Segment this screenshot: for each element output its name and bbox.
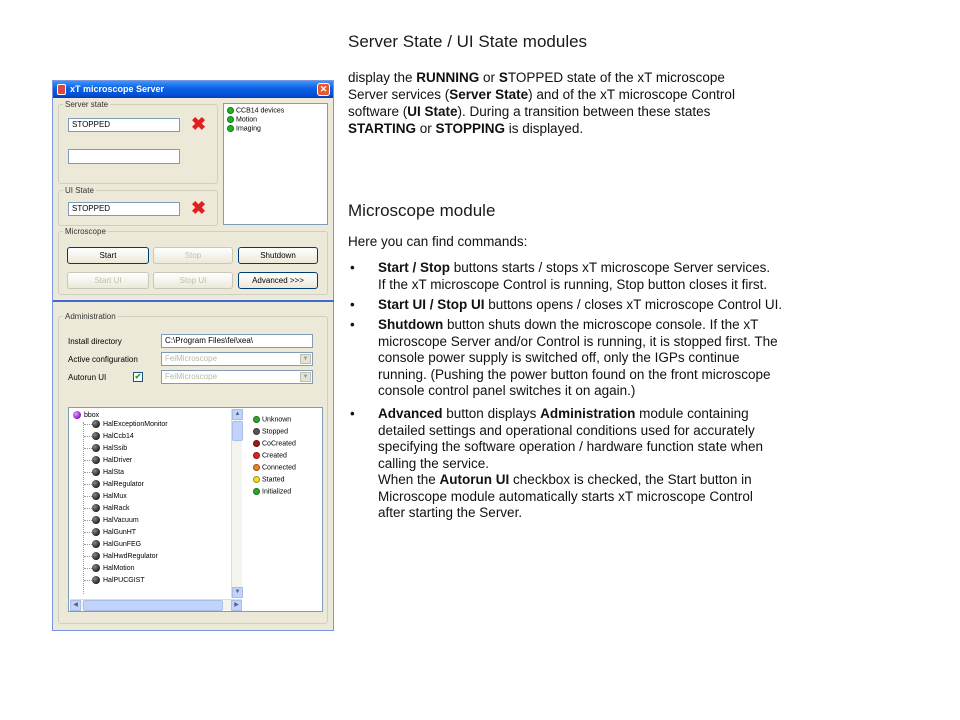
tree-node[interactable] — [92, 528, 136, 537]
advanced-button[interactable]: Advanced >>> — [238, 272, 318, 289]
scroll-right-icon[interactable]: ▶ — [231, 600, 242, 611]
tree-node-label: HalExceptionMonitor — [103, 420, 168, 428]
tree-horizontal-scrollbar[interactable] — [70, 599, 242, 610]
tree-node-label: HalRack — [103, 504, 130, 512]
tree-node[interactable] — [92, 540, 141, 549]
legend-item — [253, 476, 285, 484]
text-line: Advanced button displays Administration module containing — [378, 406, 749, 421]
tree-connector — [84, 460, 92, 461]
tree-node[interactable] — [92, 492, 127, 501]
tree-connector — [84, 436, 92, 437]
server-state-field: STOPPED — [68, 118, 180, 132]
text-line: calling the service. — [378, 455, 490, 471]
module-status-icon — [92, 456, 100, 464]
text-line: microscope Server and/or Control is running, it is stopped first. The — [378, 333, 778, 349]
text-line: detailed settings and operational conditions used for accurately — [378, 422, 755, 438]
tree-connector — [84, 448, 92, 449]
microscope-legend: Microscope — [65, 227, 106, 236]
stop-button[interactable]: Stop — [153, 247, 233, 264]
module-status-icon — [92, 504, 100, 512]
start-ui-button[interactable]: Start UI — [67, 272, 149, 289]
text-line: specifying the software operation / hardware function state when — [378, 439, 763, 454]
heading-microscope-module: Microscope module — [348, 201, 496, 220]
tree-connector — [84, 568, 92, 569]
start-button[interactable]: Start — [67, 247, 149, 264]
module-status-icon — [92, 468, 100, 476]
status-led-icon — [253, 428, 260, 435]
module-status-icon — [92, 576, 100, 584]
tree-node-label: HalDriver — [103, 456, 133, 464]
tree-node-label: HalRegulator — [103, 480, 144, 488]
autorun-ui-value: FeiMicroscope — [165, 372, 218, 381]
indicator-label: Motion — [236, 116, 258, 124]
tree-node[interactable] — [92, 504, 129, 513]
server-state-group — [58, 100, 218, 184]
module-status-icon — [73, 411, 81, 419]
legend-item — [253, 428, 288, 436]
tree-node-label: HalMux — [103, 492, 127, 500]
legend-label: CoCreated — [262, 440, 296, 448]
bullet-icon: • — [350, 260, 355, 275]
text-line: Microscope module automatically starts xT microscope Control — [378, 488, 753, 504]
tree-node-label: HalGunHT — [103, 528, 137, 536]
legend-label: Unknown — [262, 416, 292, 424]
text-line: STARTING or STOPPING is displayed. — [348, 121, 584, 136]
intro-line: Here you can find commands: — [348, 234, 528, 249]
stop-ui-button[interactable]: Stop UI — [153, 272, 233, 289]
text-line: display the RUNNING or STOPPED state of the xT microscope — [348, 70, 725, 85]
tree-node[interactable] — [92, 420, 168, 429]
tree-node-label: HalGunFEG — [103, 540, 142, 548]
module-status-icon — [92, 420, 100, 428]
indicator-motion — [227, 116, 257, 124]
status-led-icon — [253, 476, 260, 483]
scroll-down-icon[interactable]: ▼ — [232, 587, 243, 598]
tree-node[interactable] — [92, 432, 134, 441]
tree-connector — [84, 496, 92, 497]
red-x-icon: ✖ — [191, 198, 207, 218]
autorun-ui-select[interactable] — [161, 370, 313, 384]
scroll-thumb[interactable] — [83, 600, 223, 611]
module-tree[interactable] — [68, 407, 323, 612]
active-configuration-value: FeiMicroscope — [165, 354, 218, 363]
text-line: Start UI / Stop UI buttons opens / closes xT microscope Control UI. — [378, 297, 783, 312]
module-status-icon — [92, 492, 100, 500]
chevron-down-icon[interactable]: ▼ — [300, 354, 311, 364]
tree-node-label: HalMotion — [103, 564, 135, 572]
text-line: If the xT microscope Control is running, Stop button closes it first. — [378, 276, 768, 292]
tree-connector — [84, 472, 92, 473]
module-status-icon — [92, 516, 100, 524]
active-configuration-label: Active configuration — [68, 355, 138, 364]
status-led-icon — [227, 125, 234, 132]
tree-node[interactable] — [92, 444, 127, 453]
indicator-label: CCB14 devices — [236, 107, 285, 115]
tree-root-node[interactable] — [73, 411, 99, 420]
administration-divider — [53, 300, 334, 302]
ui-state-field: STOPPED — [68, 202, 180, 216]
close-icon[interactable]: ✕ — [317, 83, 330, 96]
module-status-icon — [92, 564, 100, 572]
tree-node-label: HalHwdRegulator — [103, 552, 158, 560]
legend-item — [253, 416, 291, 424]
tree-node-label: HalPUCGIST — [103, 576, 145, 584]
tree-connector — [84, 544, 92, 545]
status-led-icon — [227, 107, 234, 114]
paragraph-server-state — [348, 69, 828, 137]
text-line: running. (Pushing the power button found on the front microscope — [378, 366, 771, 382]
indicator-ccb14 — [227, 107, 284, 115]
module-status-icon — [92, 480, 100, 488]
tree-root-label: bbox — [84, 411, 100, 419]
text-line: When the Autorun UI checkbox is checked, the Start button in — [378, 472, 752, 487]
window-titlebar[interactable] — [53, 81, 333, 98]
tree-node[interactable] — [92, 552, 158, 561]
install-directory-label: Install directory — [68, 337, 122, 346]
administration-legend: Administration — [65, 312, 116, 321]
text-line: Start / Stop buttons starts / stops xT microscope Server services. — [378, 260, 771, 275]
server-state-legend: Server state — [65, 100, 109, 109]
text-line: console power supply is switched off, only the IGPs continue — [378, 350, 740, 365]
text-line: after starting the Server. — [378, 505, 523, 520]
server-progress-field — [68, 149, 180, 164]
text-line: software (UI State). During a transition between these states — [348, 104, 711, 119]
status-led-icon — [227, 116, 234, 123]
module-status-icon — [92, 432, 100, 440]
legend-item — [253, 452, 287, 460]
chevron-down-icon[interactable]: ▼ — [300, 372, 311, 382]
autorun-ui-checkbox[interactable]: ✔ — [134, 372, 142, 381]
text-line: console control panel switches it on again.) — [378, 383, 636, 398]
legend-label: Stopped — [262, 428, 289, 436]
legend-label: Connected — [262, 464, 296, 472]
scroll-up-icon[interactable]: ▲ — [232, 409, 243, 420]
scroll-left-icon[interactable]: ◀ — [70, 600, 81, 611]
tree-node[interactable] — [92, 516, 139, 525]
bullet-icon: • — [350, 297, 355, 312]
indicator-imaging — [227, 125, 261, 133]
module-status-icon — [92, 528, 100, 536]
status-led-icon — [253, 440, 260, 447]
install-directory-field[interactable]: C:\Program Files\fei\xea\ — [161, 334, 313, 348]
tree-connector — [84, 520, 92, 521]
server-window — [52, 80, 334, 631]
tree-vertical-scrollbar[interactable] — [231, 409, 242, 598]
legend-item — [253, 464, 296, 472]
text-line: Shutdown button shuts down the microscope console. If the xT — [378, 317, 759, 332]
bullet-icon: • — [350, 406, 355, 421]
tree-node[interactable] — [92, 564, 135, 573]
module-status-icon — [92, 540, 100, 548]
tree-connector — [84, 532, 92, 533]
status-led-icon — [253, 464, 260, 471]
legend-label: Started — [262, 476, 285, 484]
tree-connector — [84, 508, 92, 509]
ui-state-legend: UI State — [65, 186, 94, 195]
active-configuration-select[interactable] — [161, 352, 313, 366]
legend-item — [253, 488, 291, 496]
legend-label: Created — [262, 452, 287, 460]
legend-item — [253, 440, 296, 448]
bullet-icon: • — [350, 317, 355, 332]
indicator-label: Imaging — [236, 125, 261, 133]
tree-node[interactable] — [92, 576, 145, 585]
tree-node-label: HalVacuum — [103, 516, 139, 524]
tree-node-label: HalSsib — [103, 444, 128, 452]
status-led-icon — [253, 452, 260, 459]
app-icon — [57, 84, 66, 95]
tree-connector — [84, 484, 92, 485]
tree-node-label: HalSta — [103, 468, 125, 476]
window-title: xT microscope Server — [70, 84, 165, 94]
text-line: Server services (Server State) and of the xT microscope Control — [348, 87, 735, 102]
tree-connector — [84, 556, 92, 557]
legend-label: Initialized — [262, 488, 292, 496]
tree-node[interactable] — [92, 456, 132, 465]
shutdown-button[interactable]: Shutdown — [238, 247, 318, 264]
tree-connector — [84, 580, 92, 581]
tree-node-label: HalCcb14 — [103, 432, 134, 440]
heading-server-ui-state: Server State / UI State modules — [348, 32, 588, 51]
tree-node[interactable] — [92, 480, 144, 489]
status-led-icon — [253, 488, 260, 495]
red-x-icon: ✖ — [191, 114, 207, 134]
module-status-icon — [92, 444, 100, 452]
status-led-icon — [253, 416, 260, 423]
module-status-icon — [92, 552, 100, 560]
tree-node[interactable] — [92, 468, 124, 477]
tree-connector — [84, 424, 92, 425]
scroll-thumb[interactable] — [232, 421, 243, 441]
server-indicator-list — [223, 103, 328, 225]
autorun-ui-label: Autorun UI — [68, 373, 107, 382]
